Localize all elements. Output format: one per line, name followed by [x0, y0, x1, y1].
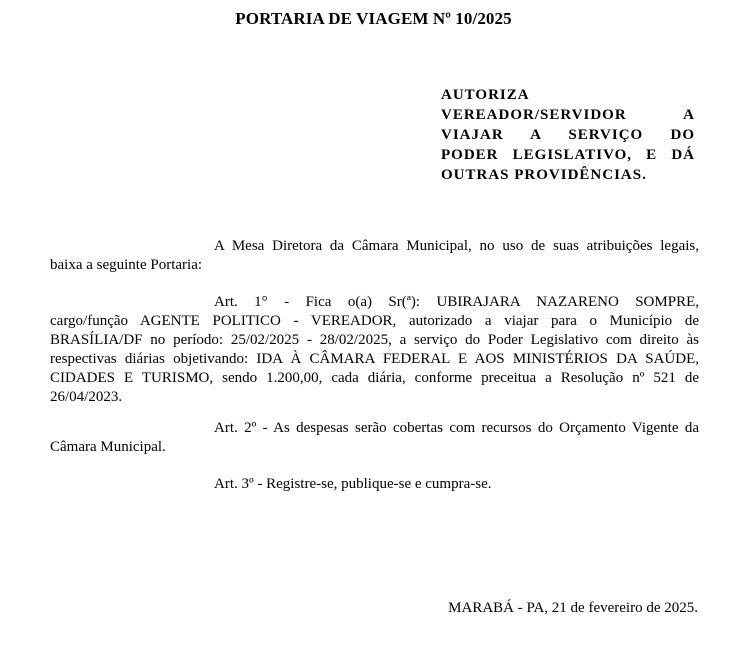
- ementa-line: OUTRAS PROVIDÊNCIAS.: [441, 167, 647, 183]
- ementa-line: VIAJAR A SERVIÇO DO: [441, 127, 695, 143]
- paragraph-line: A Mesa Diretora da Câmara Municipal, no uso de suas atribuições legais,: [214, 238, 699, 254]
- preamble-paragraph: [50, 237, 699, 275]
- paragraph-line: Câmara Municipal.: [50, 439, 166, 455]
- paragraph-line: CIDADES E TURISMO, sendo 1.200,00, cada diária, conforme preceitua a Resolução nº 521 de: [50, 370, 699, 386]
- article-3-paragraph: [50, 475, 699, 494]
- paragraph-line: Art. 1° - Fica o(a) Sr(ª): UBIRAJARA NAZARENO SOMPRE,: [214, 294, 699, 310]
- paragraph-line: respectivas diárias objetivando: IDA À CÂMARA FEDERAL E AOS MINISTÉRIOS DA SAÚDE,: [50, 351, 699, 367]
- ementa-line: AUTORIZA: [441, 87, 530, 103]
- ementa-block: [441, 85, 695, 185]
- ementa-line: VEREADOR/SERVIDOR A: [441, 107, 695, 123]
- paragraph-line: 26/04/2023.: [50, 389, 123, 405]
- paragraph-line: cargo/função AGENTE POLITICO - VEREADOR, autorizado a viajar para o Município de: [50, 313, 699, 329]
- article-2-paragraph: [50, 419, 699, 457]
- paragraph-line: Art. 3º - Registre-se, publique-se e cumpra-se.: [214, 476, 492, 492]
- place-and-date: MARABÁ - PA, 21 de fevereiro de 2025.: [448, 600, 698, 616]
- paragraph-line: BRASÍLIA/DF no período: 25/02/2025 - 28/02/2025, a serviço do Poder Legislativo com direito às: [50, 332, 699, 348]
- paragraph-line: baixa a seguinte Portaria:: [50, 257, 203, 273]
- ementa-line: PODER LEGISLATIVO, E DÁ: [441, 147, 695, 163]
- paragraph-line: Art. 2º - As despesas serão cobertas com recursos do Orçamento Vigente da: [214, 420, 699, 436]
- article-1-paragraph: [50, 293, 699, 407]
- document-title: PORTARIA DE VIAGEM Nº 10/2025: [235, 9, 512, 28]
